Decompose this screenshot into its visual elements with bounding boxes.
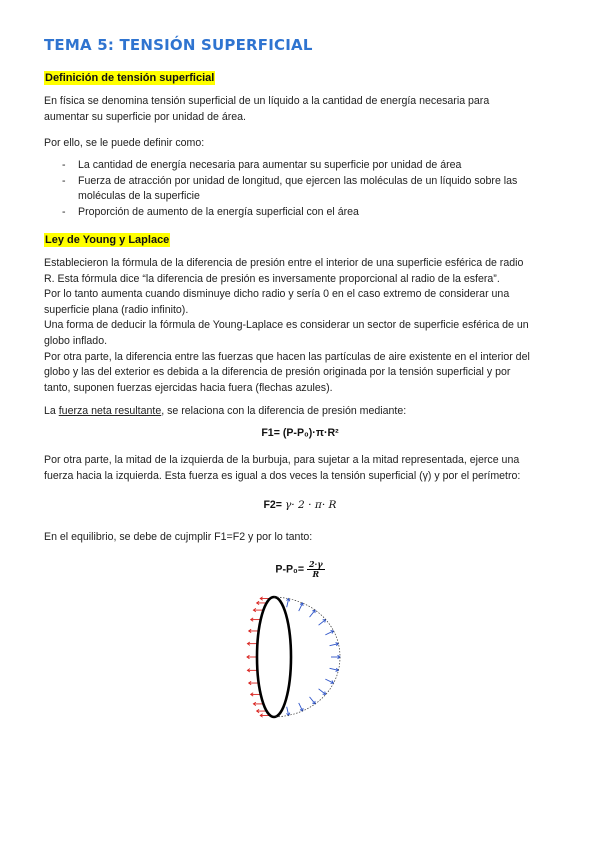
text-line: R. Esta fórmula dice “la diferencia de presión es inversamente proporcional al radio de la esfera”. — [44, 272, 500, 285]
page-title: TEMA 5: TENSIÓN SUPERFICIAL — [44, 36, 313, 54]
list-item: - La cantidad de energía necesaria para aumentar su superficie por unidad de área — [62, 158, 560, 174]
list-item: - Proporción de aumento de la energía superficial con el área — [62, 205, 560, 221]
net-force-term: fuerza neta resultante — [58, 405, 162, 417]
definition-line-1: En física se denomina tensión superficial de un líquido a la cantidad de energía necesaria para — [44, 95, 490, 107]
equation-young-laplace: P-P₀= $\frac{2\cdot\gamma}{R}$ — [275, 559, 323, 579]
section-heading-definition: Definición de tensión superficial — [45, 72, 215, 84]
text-line: Por otra parte, la mitad de la izquierda de la burbuja, para sujetar a la mitad representada, ejerce una — [44, 454, 520, 466]
equation-f1: F1= (P-P₀)·π·R² — [261, 427, 339, 439]
bubble-hemisphere-outline — [274, 597, 340, 717]
young-laplace-paragraph — [44, 256, 559, 396]
red-arrows — [247, 597, 270, 717]
net-force-paragraph: La fuerza neta resultante, se relaciona con la diferencia de presión mediante: — [44, 405, 407, 417]
text-line: superficie plana (radio infinito). — [44, 303, 189, 316]
text-line: globo y las del exterior es debida a la diferencia de presión originada por la tensión superficial y por — [44, 366, 511, 379]
text-line: fuerza hacia la izquierda. Esta fuerza es igual a dos veces la tensión superficial (γ) y por el perímetro: — [44, 469, 521, 482]
text-line: Una forma de deducir la fórmula de Young-Laplace es considerar un sector de superficie esférica de un — [44, 319, 529, 332]
definition-line-2: aumentar su superficie por unidad de área. — [44, 110, 246, 123]
equilibrium-paragraph: En el equilibrio, se debe de cujmplir F1=F2 y por lo tanto: — [44, 531, 313, 543]
blue-arrows — [286, 599, 340, 716]
text-line: Por otra parte, la diferencia entre las fuerzas que hacen las partículas de aire existente en el interior del — [44, 350, 530, 363]
text-line: Por lo tanto aumenta cuando disminuye dicho radio y sería 0 en el caso extremo de considerar una — [44, 288, 510, 301]
definition-list — [62, 158, 560, 220]
fraction: $\frac{2\cdot\gamma}{R}$ — [308, 559, 323, 579]
bubble-cross-section — [257, 597, 291, 717]
half-bubble-paragraph — [44, 453, 559, 484]
text-line: Establecieron la fórmula de la diferencia de presión entre el interior de una superficie esférica de radio — [44, 257, 524, 269]
section-heading-young-laplace: Ley de Young y Laplace — [45, 234, 170, 246]
definition-paragraph — [44, 94, 559, 125]
equation-f2: F2= γ· 2 · π· R — [263, 499, 337, 511]
bubble-forces-diagram — [228, 594, 358, 724]
text-line: tanto, suponen fuerzas ejercidas hacia fuera (flechas azules). — [44, 381, 333, 394]
text-line: globo inflado. — [44, 334, 108, 347]
definition-intro: Por ello, se le puede definir como: — [44, 137, 205, 149]
list-item: - Fuerza de atracción por unidad de longitud, que ejercen las moléculas de un líquido sobre las moléculas de la superficie — [62, 174, 560, 205]
